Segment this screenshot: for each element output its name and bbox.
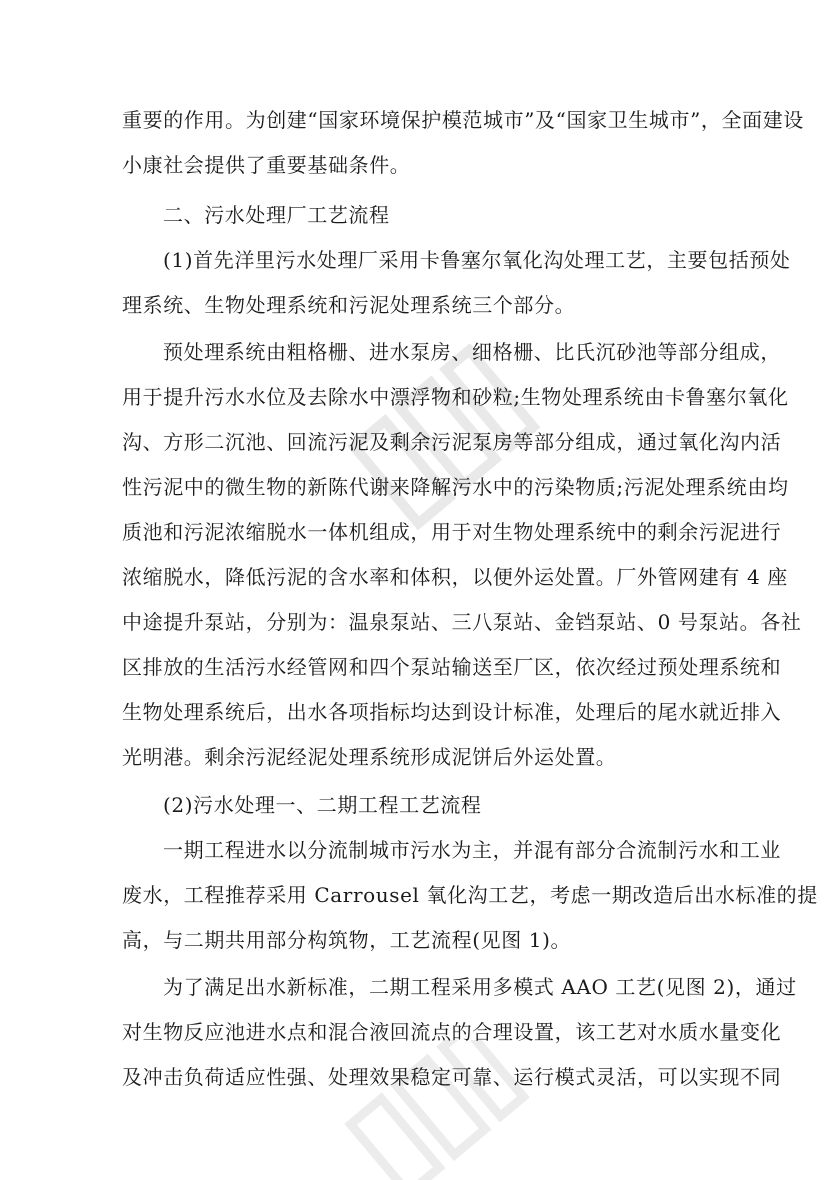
text-line-20: 为了满足出水新标准，二期工程采用多模式 AAO 工艺(见图 2)，通过: [163, 975, 797, 999]
text-line-13: 区排放的生活污水经管网和四个泵站输送至厂区，依次经过预处理系统和: [122, 655, 782, 679]
text-line-12: 中途提升泵站，分别为：温泉泵站、三八泵站、金铛泵站、0 号泵站。各社: [122, 610, 802, 634]
section-heading: 二、污水处理厂工艺流程: [163, 203, 390, 227]
text-line-6: 预处理系统由粗格栅、进水泵房、细格栅、比氏沉砂池等部分组成，: [163, 340, 781, 364]
text-line-4: (1)首先洋里污水处理厂采用卡鲁塞尔氧化沟处理工艺，主要包括预处: [163, 248, 791, 272]
text-line-8: 沟、方形二沉池、回流污泥及剩余污泥泵房等部分组成，通过氧化沟内活: [122, 430, 782, 454]
text-line-14: 生物处理系统后，出水各项指标均达到设计标准，处理后的尾水就近排入: [122, 700, 782, 724]
text-line-10: 质池和污泥浓缩脱水一体机组成，用于对生物处理系统中的剩余污泥进行: [122, 520, 782, 544]
text-line-7: 用于提升污水水位及去除水中漂浮物和砂粒;生物处理系统由卡鲁塞尔氧化: [122, 385, 789, 409]
text-line-19: 高，与二期共用部分构筑物，工艺流程(见图 1)。: [122, 928, 572, 952]
text-line-9: 性污泥中的微生物的新陈代谢来降解污水中的污染物质;污泥处理系统由均: [122, 475, 789, 499]
subsection-heading: (2)污水处理一、二期工程工艺流程: [163, 793, 482, 817]
text-line-21: 对生物反应池进水点和混合液回流点的合理设置，该工艺对水质水量变化: [122, 1020, 782, 1044]
watermark-logo-bottom: [330, 1040, 530, 1180]
text-line-22: 及冲击负荷适应性强、处理效果稳定可靠、运行模式灵活，可以实现不同: [122, 1065, 782, 1089]
text-line-2: 小康社会提供了重要基础条件。: [122, 153, 411, 177]
text-line-15: 光明港。剩余污泥经泥处理系统形成泥饼后外运处置。: [122, 745, 617, 769]
text-line-5: 理系统、生物处理系统和污泥处理系统三个部分。: [122, 293, 576, 317]
text-line-1: 重要的作用。为创建“国家环境保护模范城市”及“国家卫生城市”，全面建设: [122, 108, 804, 132]
text-line-18: 废水，工程推荐采用 Carrousel 氧化沟工艺，考虑一期改造后出水标准的提: [122, 883, 818, 907]
text-line-11: 浓缩脱水，降低污泥的含水率和体积，以便外运处置。厂外管网建有 4 座: [122, 565, 788, 589]
text-line-17: 一期工程进水以分流制城市污水为主，并混有部分合流制污水和工业: [163, 838, 781, 862]
